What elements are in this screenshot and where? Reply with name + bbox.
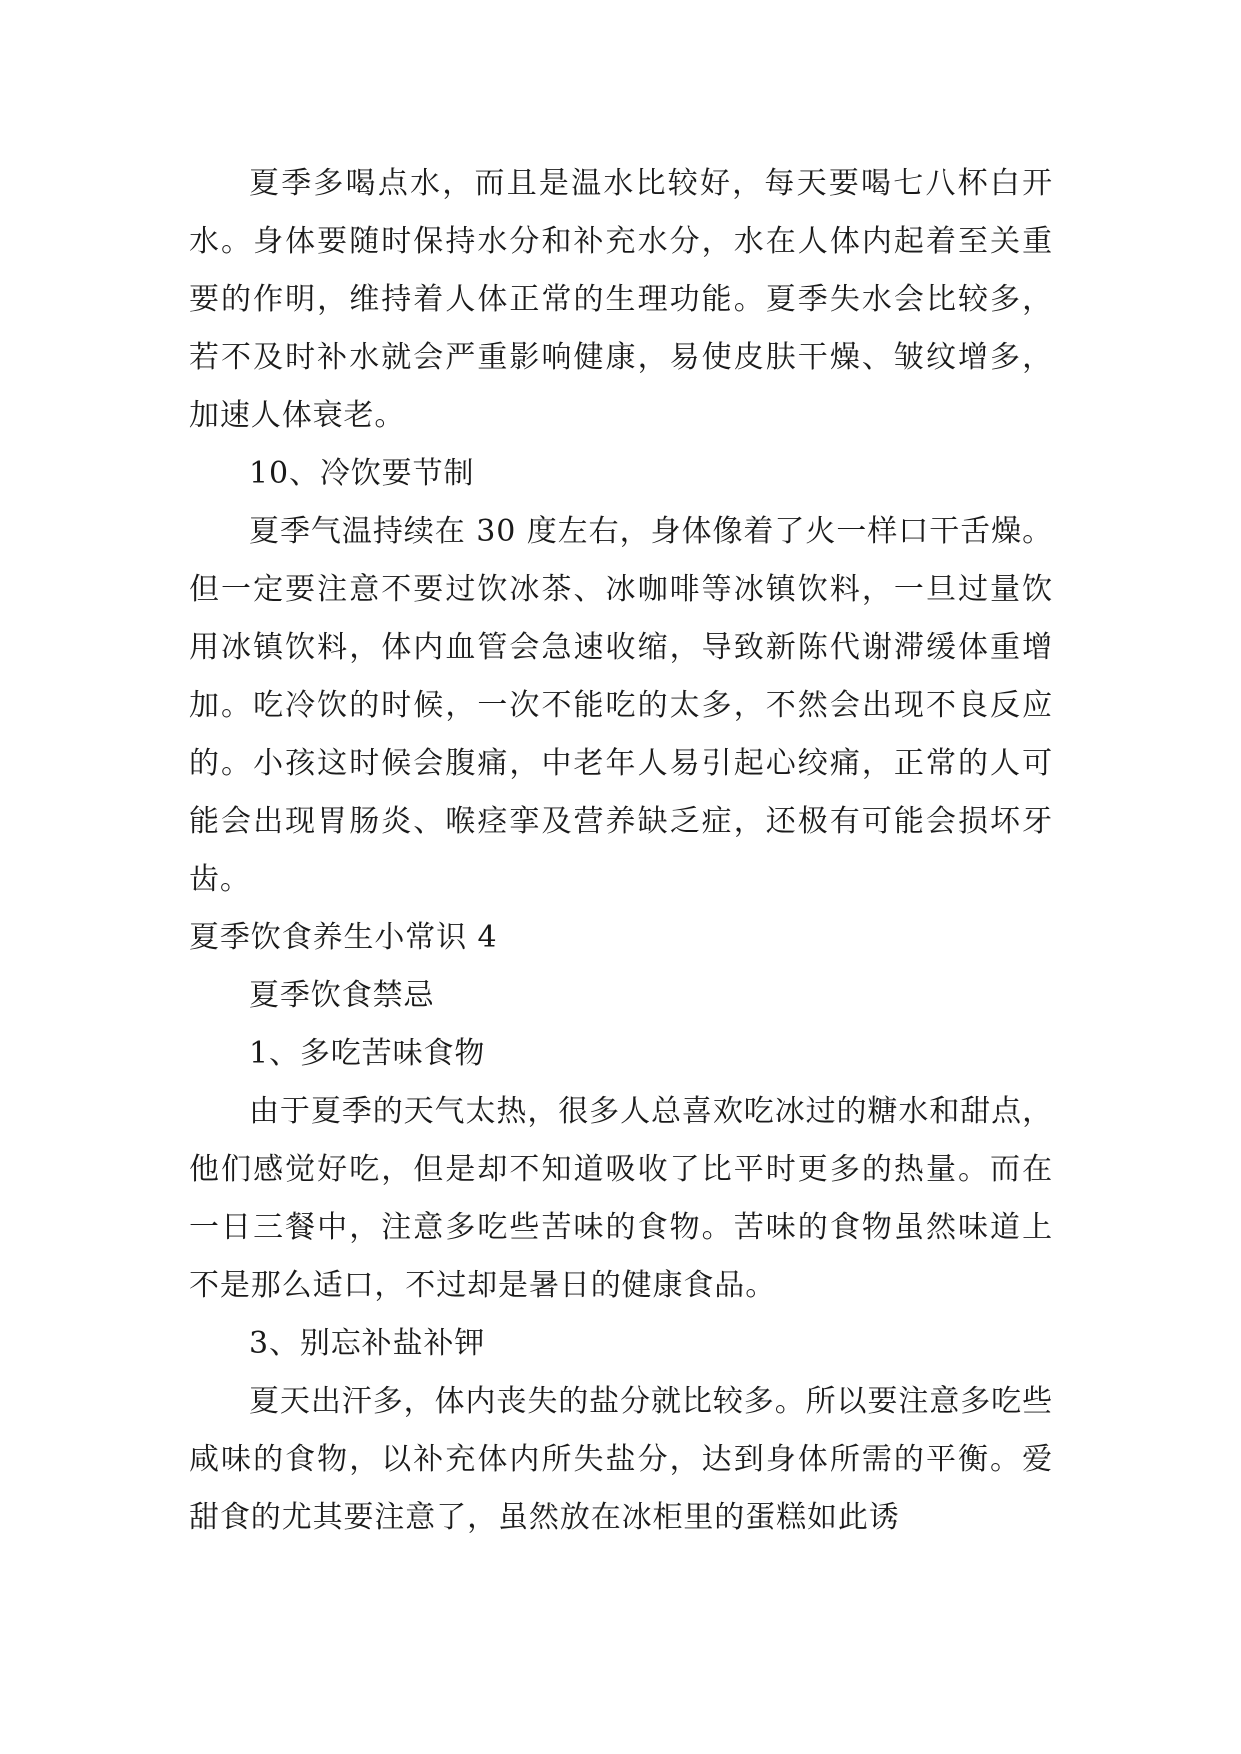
heading-salt-potassium: 3、别忘补盐补钾 [249, 1326, 486, 1361]
paragraph-drink-water: 夏季多喝点水，而且是温水比较好，每天要喝七八杯白开水。身体要随时保持水分和补充水分，水在人体内起着至关重要的作明，维持着人体正常的生理功能。夏季失水会比较多，若不及时补水就会严重影响健康，易使皮肤干燥、皱纹增多，加速人体衰老。 [189, 166, 1053, 433]
heading-cold-drinks: 10、冷饮要节制 [249, 456, 475, 491]
document-body [189, 155, 1053, 1547]
paragraph-bitter-food: 由于夏季的天气太热，很多人总喜欢吃冰过的糖水和甜点，他们感觉好吃，但是却不知道吸收了比平时更多的热量。而在一日三餐中，注意多吃些苦味的食物。苦味的食物虽然味道上不是那么适口，不过却是暑日的健康食品。 [189, 1094, 1053, 1303]
section-title: 夏季饮食养生小常识 4 [189, 920, 498, 955]
paragraph-salt-potassium: 夏天出汗多，体内丧失的盐分就比较多。所以要注意多吃些咸味的食物，以补充体内所失盐分，达到身体所需的平衡。爱甜食的尤其要注意了，虽然放在冰柜里的蛋糕如此诱 [189, 1384, 1053, 1535]
heading-bitter-food: 1、多吃苦味食物 [249, 1036, 486, 1071]
heading-diet-taboos: 夏季饮食禁忌 [249, 978, 435, 1013]
paragraph-cold-drinks: 夏季气温持续在 30 度左右，身体像着了火一样口干舌燥。但一定要注意不要过饮冰茶、冰咖啡等冰镇饮料，一旦过量饮用冰镇饮料，体内血管会急速收缩，导致新陈代谢滞缓体重增加。吃冷饮的时候，一次不能吃的太多，不然会出现不良反应的。小孩这时候会腹痛，中老年人易引起心绞痛，正常的人可能会出现胃肠炎、喉痉挛及营养缺乏症，还极有可能会损坏牙齿。 [189, 514, 1053, 897]
